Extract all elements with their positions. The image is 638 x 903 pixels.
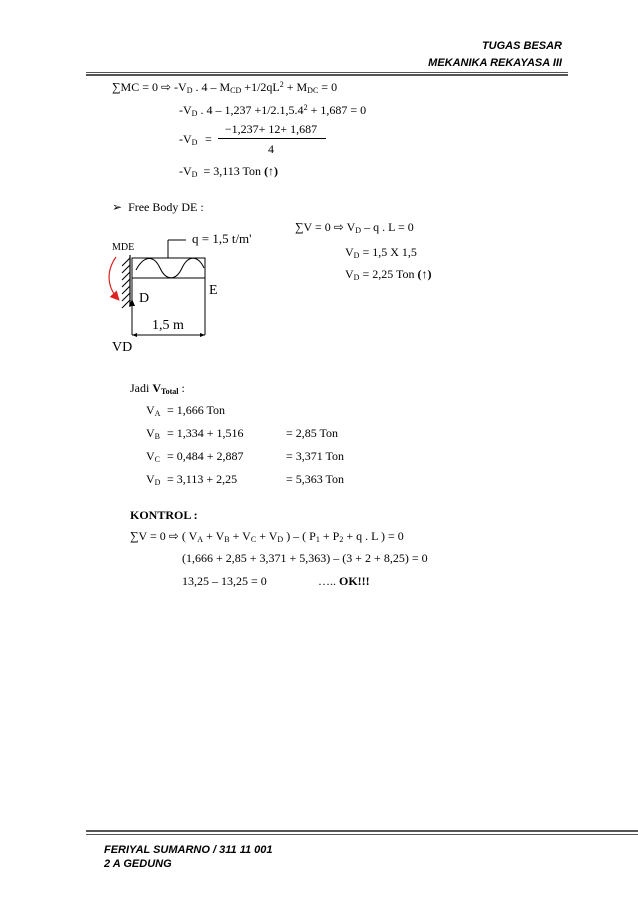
v-total-heading: Jadi $V_{Total}$ : xyxy=(130,381,185,396)
kontrol-result: 13,25 – 13,25 = 0 xyxy=(182,574,267,588)
v-total-row-d: $V_D$ xyxy=(146,472,161,487)
fraction-denominator: 4 xyxy=(268,142,274,156)
header-subtitle: MEKANIKA REKAYASA III xyxy=(428,57,562,69)
footer-rule-thick xyxy=(86,830,638,832)
vd-result: $-V_D = 3,113$ Ton (↑) xyxy=(179,164,279,179)
vd-product: $V_D = 1,5$ X 1,5 xyxy=(345,245,417,260)
footer-rule xyxy=(86,834,638,835)
v-total-row-b: $V_B$ xyxy=(146,426,161,441)
kontrol-heading: KONTROL : xyxy=(130,508,198,522)
node-d-label: D xyxy=(139,291,150,306)
v-total-result-c: = 3,371 Ton xyxy=(286,449,345,463)
sum-mc-substitution: $-V_D$ . $4 - 1,237 +1/2.1,5.4^2 + 1,687 = 0$ xyxy=(179,103,367,118)
v-total-result-b: = 2,85 Ton xyxy=(286,426,339,440)
footer-author: FERIYAL SUMARNO / 311 11 001 xyxy=(104,844,273,856)
free-body-heading: ➢ Free Body DE : xyxy=(112,200,204,214)
v-total-expr-d: = 3,113 + 2,25 xyxy=(167,472,238,486)
v-total-expr-c: = 0,484 + 2,887 xyxy=(167,449,244,463)
v-total-expr-b: = 1,334 + 1,516 xyxy=(167,426,244,440)
reaction-label: VD xyxy=(112,340,133,355)
fraction-numerator: −1,237+ 12+ 1,687 xyxy=(224,122,318,136)
vd-fraction-equals: = xyxy=(205,132,212,146)
header-rule-thick xyxy=(86,74,568,76)
moment-label: MDE xyxy=(112,242,135,253)
kontrol-substitution: (1,666 + 2,85 + 3,371 + 5,363) – (3 + 2 + 8,25) = 0 xyxy=(182,551,428,565)
footer-class: 2 A GEDUNG xyxy=(104,858,172,870)
v-total-row-a: $V_A$ xyxy=(146,403,161,418)
kontrol-ok: ….. OK!!! xyxy=(318,574,370,588)
v-total-row-c: $V_C$ xyxy=(146,449,161,464)
bullet-arrow-icon: ➢ xyxy=(112,200,123,214)
node-e-label: E xyxy=(209,283,218,298)
fixed-support-hatch xyxy=(122,255,130,308)
vd-fraction-label: $-V_D$ xyxy=(179,132,198,147)
fraction-bar xyxy=(218,138,326,139)
sum-mc-equation: ∑MC = 0 ⇨ $-V_D$ . $4 - M_{CD} +1/2qL^2 + M_{DC} = 0$ xyxy=(112,80,338,95)
sum-v-equation: ∑V = 0 ⇨ $V_D$ – q . L = 0 xyxy=(295,220,414,235)
span-label: 1,5 m xyxy=(152,318,184,333)
header-rule xyxy=(86,72,568,73)
v-total-expr-a: = 1,666 Ton xyxy=(167,403,226,417)
vd-de-result: $V_D = 2,25$ Ton (↑) xyxy=(345,267,432,282)
v-total-result-d: = 5,363 Ton xyxy=(286,472,345,486)
header-title: TUGAS BESAR xyxy=(481,40,562,52)
load-label: q = 1,5 t/m' xyxy=(192,231,252,246)
moment-arrow xyxy=(109,257,118,299)
load-wave xyxy=(136,258,204,278)
kontrol-equation: ∑V = 0 ⇨ ( $V_A + V_B + V_C + V_D$ ) – ( $P_1 + P_2 + q$ . L ) = 0 xyxy=(130,529,404,544)
